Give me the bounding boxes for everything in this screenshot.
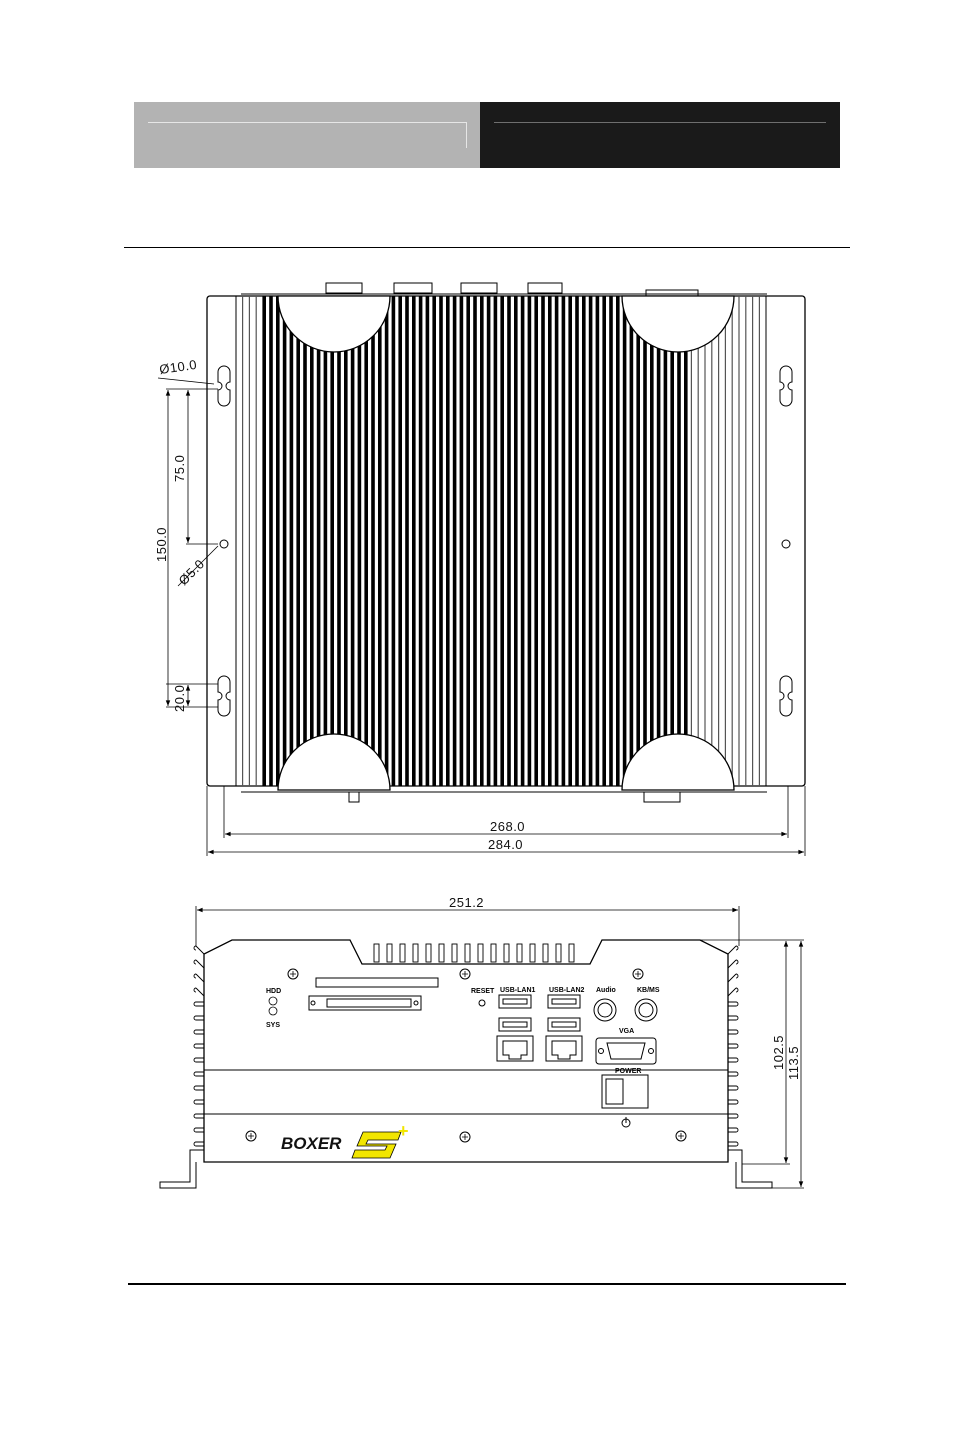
- heatsink-fin: [534, 296, 538, 786]
- side-fin-right: [728, 1058, 738, 1062]
- heatsink-fin: [725, 296, 726, 786]
- heatsink-fin: [616, 296, 620, 786]
- side-fin-left: [194, 960, 204, 968]
- side-fin-right: [728, 988, 738, 996]
- heatsink-fin: [596, 296, 600, 786]
- heatsink-fin: [521, 296, 525, 786]
- side-fin-left: [194, 1072, 204, 1076]
- heatsink-fin: [453, 296, 457, 786]
- audio-port: [594, 999, 616, 1021]
- heatsink-fin: [296, 296, 300, 786]
- heatsink-fin: [371, 296, 375, 786]
- side-fin-right: [728, 974, 738, 982]
- heatsink-fin: [269, 296, 273, 786]
- heatsink-fin: [636, 296, 640, 786]
- heatsink-fin: [351, 296, 355, 786]
- heatsink-fin: [691, 296, 692, 786]
- front-view: [160, 906, 804, 1188]
- label-height-outer: 113.5: [786, 1045, 801, 1080]
- heatsink-fin: [283, 296, 287, 786]
- heatsink-fin: [344, 296, 348, 786]
- heatsink-fin: [657, 296, 661, 786]
- top-view: [158, 283, 805, 856]
- heatsink-fin: [582, 296, 586, 786]
- heatsink-fin: [643, 296, 647, 786]
- label-kbms: KB/MS: [637, 987, 660, 994]
- top-fin-tooth: [504, 944, 509, 962]
- power-switch[interactable]: [602, 1075, 648, 1127]
- cf-slot: [309, 978, 438, 1010]
- heatsink-fin: [704, 296, 705, 786]
- top-fin-tooth: [452, 944, 457, 962]
- heatsink-fin: [752, 296, 753, 786]
- heatsink-fin: [602, 296, 606, 786]
- label-power: POWER: [615, 1068, 642, 1075]
- screw-cross: [678, 1133, 684, 1139]
- heatsink-fin: [337, 296, 341, 786]
- heatsink-fin: [480, 296, 484, 786]
- heatsink-fin: [500, 296, 504, 786]
- left-mount-holes: [218, 366, 230, 716]
- label-sys: SYS: [266, 1022, 281, 1029]
- side-fin-left: [194, 974, 204, 982]
- heatsink-fin: [759, 296, 760, 786]
- label-hole-dia: Ø10.0: [158, 356, 198, 377]
- heatsink-fin: [718, 296, 719, 786]
- top-fin-tooth: [374, 944, 379, 962]
- side-fin-left: [194, 1030, 204, 1034]
- heatsink-fin: [650, 296, 654, 786]
- top-fin-tooth: [491, 944, 496, 962]
- label-inner-width: 268.0: [490, 819, 526, 834]
- side-fin-right: [728, 960, 738, 968]
- top-fin-tooth: [426, 944, 431, 962]
- bottom-connectors: [241, 792, 767, 802]
- reset-button[interactable]: [479, 1000, 485, 1006]
- side-fin-left: [194, 1002, 204, 1006]
- heatsink-fin: [609, 296, 613, 786]
- heatsink-fin: [358, 296, 362, 786]
- label-spacing-75: 75.0: [172, 454, 187, 482]
- heatsink-fin: [677, 296, 681, 786]
- front-feet: [160, 1150, 772, 1188]
- heatsink-fin: [684, 296, 688, 786]
- heatsink-fin: [541, 296, 545, 786]
- side-fin-right: [728, 1114, 738, 1118]
- heatsink-fin: [670, 296, 674, 786]
- heatsink-fin: [568, 296, 572, 786]
- heatsink-fin: [385, 296, 389, 786]
- logo-accent-mark: [352, 1132, 401, 1158]
- label-spacing-150: 150.0: [154, 526, 169, 562]
- heatsink-fins: [242, 296, 760, 786]
- heatsink-fin: [310, 296, 314, 786]
- heatsink-fin: [745, 296, 746, 786]
- front-top-fins: [374, 944, 574, 962]
- side-fin-left: [194, 1058, 204, 1062]
- side-fin-left: [194, 946, 204, 954]
- screw-cross: [462, 971, 468, 977]
- screw-cross: [248, 1133, 254, 1139]
- heatsink-fin: [664, 296, 668, 786]
- side-fin-left: [194, 1016, 204, 1020]
- heatsink-fin: [487, 296, 491, 786]
- label-vga: VGA: [619, 1028, 635, 1035]
- heatsink-fin: [256, 296, 257, 786]
- heatsink-fin: [303, 296, 307, 786]
- heatsink-fin: [405, 296, 409, 786]
- logo-text: BOXER: [281, 1134, 342, 1153]
- side-fin-left: [194, 1142, 204, 1146]
- heatsink-fin: [330, 296, 334, 786]
- top-fin-tooth: [517, 944, 522, 962]
- heatsink-fin: [630, 296, 634, 786]
- front-screws: [246, 969, 686, 1142]
- heatsink-fin: [364, 296, 368, 786]
- heatsink-fin: [317, 296, 321, 786]
- usb-lan2-ports: [546, 995, 582, 1061]
- heatsink-fin: [276, 296, 280, 786]
- heatsink-fin: [466, 296, 470, 786]
- top-fin-tooth: [387, 944, 392, 962]
- side-fin-right: [728, 1100, 738, 1104]
- heatsink-fin: [412, 296, 416, 786]
- side-fin-right: [728, 1044, 738, 1048]
- label-small-hole: Ø5.0: [175, 556, 208, 589]
- vga-port: [596, 1038, 656, 1064]
- heatsink-fin: [514, 296, 518, 786]
- label-reset: RESET: [471, 988, 495, 995]
- side-fin-left: [194, 1086, 204, 1090]
- label-usb-lan2: USB-LAN2: [549, 987, 585, 994]
- heatsink-fin: [562, 296, 566, 786]
- screw-cross: [635, 971, 641, 977]
- screw-cross: [462, 1134, 468, 1140]
- side-fin-right: [728, 1086, 738, 1090]
- label-height-inner: 102.5: [771, 1034, 786, 1070]
- boxer-logo: [281, 1121, 409, 1158]
- heatsink-fin: [446, 296, 450, 786]
- led-indicators: [269, 997, 277, 1015]
- side-fin-left: [194, 1100, 204, 1104]
- top-fin-tooth: [465, 944, 470, 962]
- top-fin-tooth: [400, 944, 405, 962]
- side-fin-left: [194, 988, 204, 996]
- heatsink-fin: [698, 296, 699, 786]
- heatsink-fin: [426, 296, 430, 786]
- heatsink-fin: [290, 296, 294, 786]
- heatsink-fin: [548, 296, 552, 786]
- label-hdd: HDD: [266, 988, 282, 995]
- side-fin-right: [728, 1142, 738, 1146]
- heatsink-fin: [555, 296, 559, 786]
- heatsink-fin: [528, 296, 532, 786]
- side-fin-right: [728, 946, 738, 954]
- side-fin-right: [728, 1072, 738, 1076]
- heatsink-fin: [460, 296, 464, 786]
- side-fin-left: [194, 1114, 204, 1118]
- heatsink-fin: [738, 296, 739, 786]
- heatsink-fin: [575, 296, 579, 786]
- heatsink-fin: [378, 296, 382, 786]
- top-fin-tooth: [543, 944, 548, 962]
- top-fin-tooth: [478, 944, 483, 962]
- side-fin-right: [728, 1002, 738, 1006]
- kbms-port: [635, 999, 657, 1021]
- heatsink-fin: [398, 296, 402, 786]
- top-fin-tooth: [439, 944, 444, 962]
- usb-lan1-ports: [497, 995, 533, 1061]
- heatsink-fin: [432, 296, 436, 786]
- front-housing: [204, 940, 728, 1162]
- top-fin-tooth: [413, 944, 418, 962]
- top-connectors: [241, 283, 767, 296]
- label-front-width: 251.2: [449, 895, 485, 910]
- heatsink-fin: [589, 296, 593, 786]
- heatsink-fin: [324, 296, 328, 786]
- side-fin-left: [194, 1128, 204, 1132]
- side-fin-left: [194, 1044, 204, 1048]
- label-audio: Audio: [596, 987, 616, 994]
- heatsink-fin: [732, 296, 733, 786]
- heatsink-fin: [419, 296, 423, 786]
- top-fin-tooth: [530, 944, 535, 962]
- label-outer-width: 284.0: [488, 837, 524, 852]
- heatsink-fin: [439, 296, 443, 786]
- logo-plus: +: [398, 1121, 409, 1141]
- side-fin-right: [728, 1016, 738, 1020]
- screw-cross: [290, 971, 296, 977]
- heatsink-fin: [623, 296, 627, 786]
- heatsink-fin: [711, 296, 712, 786]
- label-usb-lan1: USB-LAN1: [500, 987, 536, 994]
- right-mount-holes: [780, 366, 792, 716]
- heatsink-fin: [494, 296, 498, 786]
- top-fin-tooth: [556, 944, 561, 962]
- heatsink-fin: [262, 296, 266, 786]
- label-slot: 20.0: [172, 684, 187, 712]
- side-fin-right: [728, 1128, 738, 1132]
- top-fin-tooth: [569, 944, 574, 962]
- heatsink-fin: [249, 296, 250, 786]
- heatsink-fin: [242, 296, 243, 786]
- side-fin-right: [728, 1030, 738, 1034]
- heatsink-fin: [473, 296, 477, 786]
- heatsink-fin: [507, 296, 511, 786]
- heatsink-fin: [392, 296, 396, 786]
